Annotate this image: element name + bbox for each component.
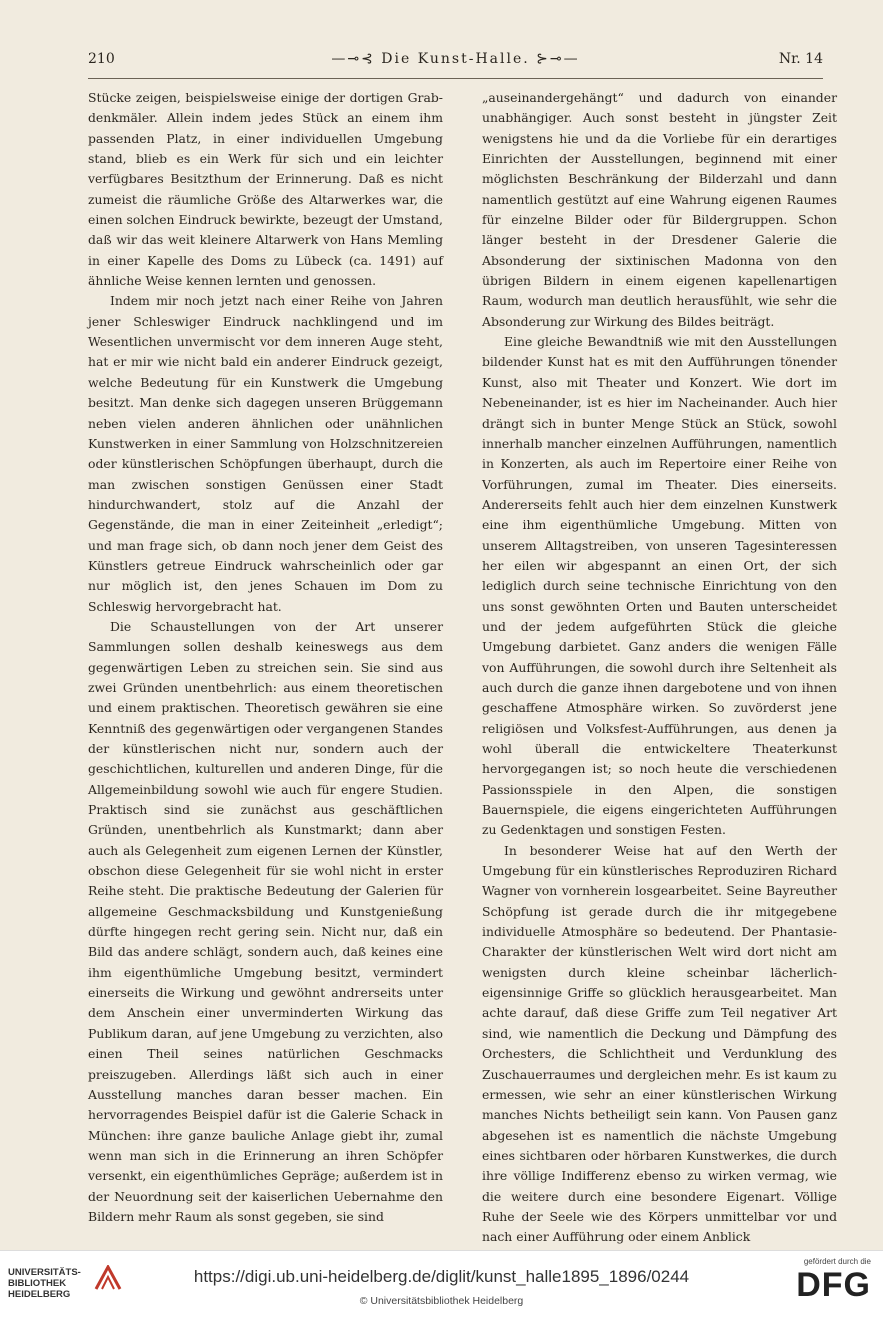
dfg-tagline: gefördert durch die: [803, 1257, 871, 1266]
left-column: [88, 88, 443, 1227]
logo-text: UNIVERSITÄTS- BIBLIOTHEK HEIDELBERG: [8, 1267, 81, 1300]
paragraph: In besonderer Weise hat auf den Werth der Umgebung für ein künstlerisches Reproduziren Richard Wagner von vornherein losgearbeitet. Seine Bayreuther Schöpfung ist gerade durch die ihr mitgegebene individuelle Atmosphäre so bedeutend. Der Phantasie-Charakter der künstlerischen Welt wird dort nicht am wenigsten durch kleine scheinbar lächerlich-eigensinnige Griffe so glücklich herausgearbeitet. Man achte darauf, daß diese Griffe zum Teil negativer Art sind, wie namentlich die Deckung und Dämpfung des Orchesters, die Schlichtheit und Verdunklung des Zuschauerraumes und dergleichen mehr. Es ist kaum zu ermessen, wie sehr an einer künstlerischen Wirkung manches Nichts betheiligt sein kann. Von Pausen ganz abgesehen ist es namentlich die nächste Umgebung eines sichtbaren oder hörbaren Kunstwerkes, die durch ihre völlige Indifferenz ebenso zu wirken vermag, wie die weitere durch eine besondere Eigenart. Völlige Ruhe der Seele wie des Körpers unmittelbar vor und nach einer Aufführung oder einem Anblick: [482, 842, 837, 1245]
paragraph: Eine gleiche Bewandtniß wie mit den Ausstellungen bildender Kunst hat es mit den Aufführungen tönender Kunst, also mit Theater und Konzert. Wie dort im Nebeneinander, ist es hier im Nacheinander. Auch hier drängt sich in bunter Menge Stück an Stück, sowohl innerhalb mancher einzelnen Aufführungen, namentlich in Konzerten, als auch im Repertoire einer Reihe von Vorführungen, zumal im Theater. Dies einerseits. Andererseits fehlt auch hier dem einzelnen Kunstwerk eine ihm eigenthümliche Umgebung. Mitten von unserem Alltagstreiben, von unseren Tagesinteressen her eilen wir abgespannt an einen Ort, der sich lediglich durch seine technische Einrichtung von den uns sonst gewöhnten Orten und Bauten unterscheidet und der jedem aufgeführten Stück die gleiche Umgebung darbietet. Ganz anders die wenigen Fälle von Aufführungen, die sowohl durch ihre Seltenheit als auch durch die ganze ihnen dargebotene und von ihnen geschaffene Atmosphäre wirken. So zuvörderst jene religiösen und Volksfest-Aufführungen, aus denen ja wohl überall die entwickeltere Theaterkunst hervorgegangen ist; so noch heute die verschiedenen Passionsspiele in den Alpen, die sonstigen Bauernspiele, die eigens eingerichteten Aufführungen zu Gedenktagen und sonstigen Festen.: [482, 334, 837, 838]
paragraph: „auseinandergehängt“ und dadurch von einander unabhängiger. Auch sonst besteht in jüngster Zeit wenigstens hie und da die Vorliebe für ein derartiges Einrichten der Ausstellungen, beginnend mit einer möglichsten Beschränkung der Bilderzahl und dann namentlich gestützt auf eine Wahrung eigenen Raumes für einzelne Bilder oder für Bildergruppen. Schon länger besteht in der Dresdener Galerie die Absonderung der sixtinischen Madonna von den übrigen Bildern in einem eigenen kapellenartigen Raum, wodurch man deutlich herausfühlt, wie sehr die Absonderung zur Wirkung des Bildes beiträgt.: [482, 90, 837, 329]
page-header: [88, 47, 823, 73]
dfg-wordmark: DFG: [796, 1266, 871, 1304]
paragraph: Die Schaustellungen von der Art unserer Sammlungen sollen deshalb keineswegs aus dem gegenwärtigen Leben zu streichen sein. Sie sind aus zwei Gründen unentbehrlich: aus einem theoretischen und einem praktischen. Theoretisch gewähren sie eine Kenntniß des gegenwärtigen oder vergangenen Standes der künstlerischen nicht nur, sondern auch der geschichtlichen, kulturellen und anderen Dinge, für die Allgemeinbildung sowohl wie auch für engere Studien. Praktisch sind sie zunächst aus geschäftlichen Gründen, unentbehrlich als Kunstmarkt; dann aber auch als Gelegenheit zum eigenen Lernen der Künstler, obschon diese Gelegenheit für sie wohl nicht in erster Reihe steht. Die praktische Bedeutung der Galerien für allgemeine Geschmacksbildung und Kunstgenießung dürfte hingegen recht gering sein. Nicht nur, daß ein Bild das andere schlägt, sondern auch, daß keines eine ihm eigenthümliche Umgebung besitzt, vermindert einerseits die Wirkung und gewöhnt andrerseits unter dem Anschein einer unverminderten Wirkung das Publikum daran, auf jene Umgebung zu verzichten, also einen Theil seines natürlichen Geschmacks preiszugeben. Allerdings läßt sich auch in einer Ausstellung manches daran besser machen. Ein hervorragendes Beispiel dafür ist die Galerie Schack in München: ihre ganze bauliche Anlage giebt ihr, zumal wenn man sich in die Erinnerung an ihren Schöpfer versenkt, ein eigenthümliches Gepräge; außerdem ist in der Neuordnung seit der kaiserlichen Uebernahme den Bildern mehr Raum als sonst gegeben, sie sind: [88, 618, 443, 1224]
right-column: [482, 88, 837, 1248]
page-number: 210: [88, 51, 115, 67]
issue-number: Nr. 14: [778, 51, 823, 67]
header-rule: [88, 78, 823, 79]
viewer-footer: [0, 1250, 883, 1324]
copyright-notice: © Universitätsbibliothek Heidelberg: [359, 1295, 524, 1307]
permalink-url[interactable]: https://digi.ub.uni-heidelberg.de/diglit/kunst_halle1895_1896/0244: [193, 1267, 690, 1286]
paragraph: Stücke zeigen, beispielsweise einige der dortigen Grab-denkmäler. Allein indem jedes Stück an einem ihm passenden Platz, in einer individuellen Umgebung stand, blieb es ein Werk für sich und ein leichter verfügbares Besitzthum der Erinnerung. Daß es nicht zumeist die räumliche Größe des Altarwerkes war, die einen solchen Eindruck bewirkte, bezeugt der Umstand, daß wir das weit kleinere Altarwerk von Hans Memling in einer Kapelle des Doms zu Lübeck (ca. 1491) auf ähnliche Weise kennen lernten und genossen.: [88, 90, 443, 289]
paragraph: Indem mir noch jetzt nach einer Reihe von Jahren jener Schleswiger Eindruck nachklingend und im Wesentlichen unvermischt vor dem inneren Auge steht, hat er mir wie nicht bald ein anderer Eindruck gezeigt, welche Bedeutung für ein Kunstwerk die Umgebung besitzt. Man denke sich dagegen unseren Brüggemann neben vielen anderen ähnlichen oder unähnlichen Kunstwerken in einer Sammlung von Holzschnitzereien oder künstlerischen Schöpfungen überhaupt, durch die man zwischen sonstigen Genüssen einer Stadt hindurchwandert, stolz auf die Anzahl der Gegenstände, die man in einer Zeiteinheit „erledigt“; und man frage sich, ob dann noch jener dem Geist des Künstlers getreue Eindruck wahrscheinlich oder gar nur möglich ist, den jenes Schauen im Dom zu Schleswig hervorgebracht hat.: [88, 293, 443, 614]
dfg-logo[interactable]: [771, 1257, 871, 1304]
journal-title: —⊸⊰ Die Kunst-Halle. ⊱⊸—: [331, 51, 580, 67]
